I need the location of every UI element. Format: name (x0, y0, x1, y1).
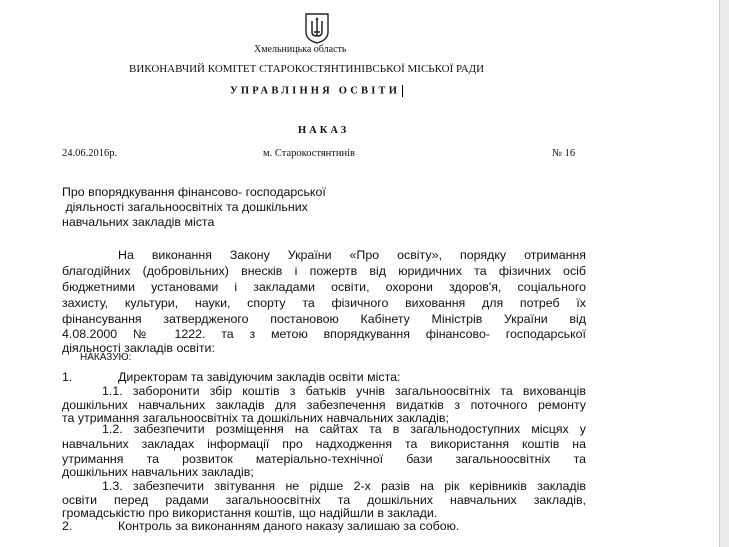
sub-1-2-line-4: дошкільних навчальних закладів; (62, 465, 254, 479)
subject-line-2: діяльності загальноосвітніх та дошкільних (62, 200, 308, 214)
sub-1-1-line-3: та утримання загальноосвітніх та дошкільних навчальних закладів; (62, 411, 449, 425)
department-text: УПРАВЛІННЯ ОСВІТИ (230, 85, 401, 97)
order-number: № 16 (552, 148, 576, 159)
sub-1-3-line-3: громадськістю про використання коштів, що надійшли в заклади. (62, 506, 438, 520)
sub-1-3-line-1: 1.3. забезпечити звітування не рідше 2-х разів на рік керівників закладів (102, 479, 586, 493)
sub-1-3-line-2: освіти перед радами загальноосвітніх та дошкільних навчальних закладів, (62, 493, 586, 507)
sub-1-2-line-2: навчальних закладах інформації про надходження та використання коштів на (62, 437, 586, 451)
text-cursor (402, 85, 403, 97)
item-1-text: Директорам та завідуючим закладів освіти міста: (118, 370, 401, 384)
item-2-text: Контроль за виконанням даного наказу залишаю за собою. (118, 519, 460, 533)
order-place: м. Старокостянтинів (263, 148, 355, 159)
preamble-line-5: фінансування затвердженого постановою Кабінету Міністрів України від (62, 312, 586, 326)
preamble-line-3: бюджетними установами і закладами освіти, охорони здоров'я, соціального (62, 280, 586, 294)
preamble-line-4: захисту, культури, науки, спорту та фізичного виховання для потреб їх (62, 296, 586, 310)
window-edge (719, 0, 729, 547)
committee-title: ВИКОНАВЧИЙ КОМІТЕТ СТАРОКОСТЯНТИНІВСЬКОЇ МІСЬКОЇ РАДИ (129, 63, 485, 75)
subject-line-3: навчальних закладів міста (62, 215, 215, 229)
sub-1-1-line-1: 1.1. заборонити збір коштів з батьків учнів загальноосвітніх та вихованців (102, 384, 586, 398)
preamble-line-1: На виконання Закону України «Про освіту», порядку отримання (118, 248, 586, 262)
preamble-line-7: діяльності закладів освіти: (62, 341, 215, 355)
item-2-number: 2. (62, 519, 73, 533)
preamble-line-2: благодійних (добровільних) внесків і пожертв від юридичних та фізичних осіб (62, 264, 586, 278)
doc-type-title: НАКАЗ (298, 125, 350, 136)
department-title (230, 85, 403, 97)
region-label: Хмельницька область (254, 44, 347, 55)
preamble-line-6: 4.08.2000 № 1222. та з метою впорядкування фінансово- господарської (62, 327, 586, 341)
sub-1-2-line-1: 1.2. забезпечити розміщення на сайтах та в загальнодоступних місцях у (102, 422, 586, 436)
order-word: НАКАЗУЮ: (80, 352, 132, 363)
item-1-number: 1. (62, 370, 73, 384)
order-date: 24.06.2016р. (62, 148, 118, 159)
sub-1-1-line-2: дошкільних навчальних закладів для забезпечення видатків з поточного ремонту (62, 398, 586, 412)
sub-1-2-line-3: утримання та розвиток матеріально-технічної бази загальноосвітніх та (62, 452, 586, 466)
trident-coat-of-arms-icon (300, 12, 334, 44)
subject-line-1: Про впорядкування фінансово- господарської (62, 185, 326, 199)
